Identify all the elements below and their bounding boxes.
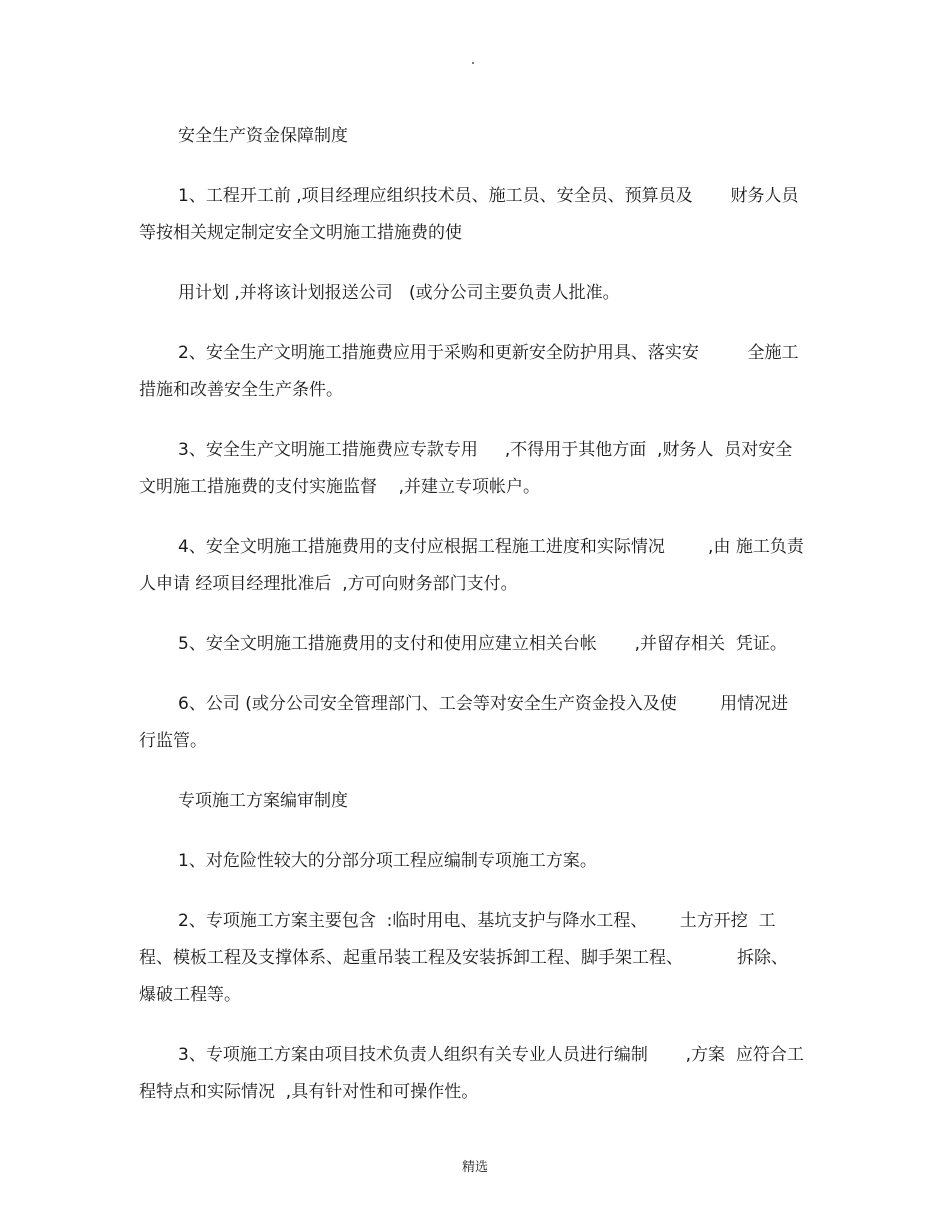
paragraph-line: 2、专项施工方案主要包含 :临时用电、基坑支护与降水工程、 土方开挖 工 bbox=[178, 911, 776, 931]
paragraph-line: 人申请 经项目经理批准后 ,方可向财务部门支付。 bbox=[139, 574, 518, 594]
paragraph-line: 6、公司 (或分公司安全管理部门、工会等对安全生产资金投入及使 用情况进 bbox=[178, 694, 789, 714]
header-mark bbox=[472, 62, 474, 64]
paragraph-line: 4、安全文明施工措施费用的支付应根据工程施工进度和实际情况 ,由 施工负责 bbox=[178, 537, 804, 557]
paragraph bbox=[139, 275, 811, 312]
paragraph-line: 3、安全生产文明施工措施费应专款专用 ,不得用于其他方面 ,财务人 员对安全 bbox=[178, 440, 793, 460]
paragraph bbox=[139, 1037, 811, 1111]
paragraph-line: 等按相关规定制定安全文明施工措施费的使 bbox=[139, 223, 462, 243]
paragraph-line: 程特点和实际情况 ,具有针对性和可操作性。 bbox=[139, 1082, 479, 1102]
paragraph-line: 1、对危险性较大的分部分项工程应编制专项施工方案。 bbox=[178, 851, 597, 871]
paragraph-line: 3、专项施工方案由项目技术负责人组织有关专业人员进行编制 ,方案 应符合工 bbox=[178, 1045, 804, 1065]
section-title: 安全生产资金保障制度 bbox=[178, 126, 348, 146]
paragraph-line: 用计划 ,并将该计划报送公司 (或分公司主要负责人批准。 bbox=[178, 283, 620, 303]
paragraph bbox=[139, 626, 811, 663]
section-title: 专项施工方案编审制度 bbox=[178, 791, 348, 811]
paragraph-line: 5、安全文明施工措施费用的支付和使用应建立相关台帐 ,并留存相关 凭证。 bbox=[178, 634, 787, 654]
paragraph bbox=[139, 843, 811, 880]
page-footer: 精选 bbox=[461, 1160, 488, 1175]
paragraph bbox=[139, 903, 811, 1014]
paragraph bbox=[139, 178, 811, 252]
paragraph-line: 程、模板工程及支撑体系、起重吊装工程及安装拆卸工程、脚手架工程、 拆除、 bbox=[139, 948, 789, 968]
paragraph-line: 文明施工措施费的支付实施监督 ,并建立专项帐户。 bbox=[139, 477, 541, 497]
paragraph-line: 措施和改善安全生产条件。 bbox=[139, 380, 343, 400]
document-body bbox=[139, 118, 811, 1111]
paragraph-line: 1、工程开工前 ,项目经理应组织技术员、施工员、安全员、预算员及 财务人员 bbox=[178, 186, 799, 206]
paragraph-line: 2、安全生产文明施工措施费应用于采购和更新安全防护用具、落实安 全施工 bbox=[178, 343, 799, 363]
paragraph-line: 行监管。 bbox=[139, 731, 207, 751]
paragraph bbox=[139, 686, 811, 760]
paragraph-line: 爆破工程等。 bbox=[139, 985, 241, 1005]
paragraph bbox=[139, 432, 811, 506]
paragraph bbox=[139, 529, 811, 603]
paragraph bbox=[139, 335, 811, 409]
